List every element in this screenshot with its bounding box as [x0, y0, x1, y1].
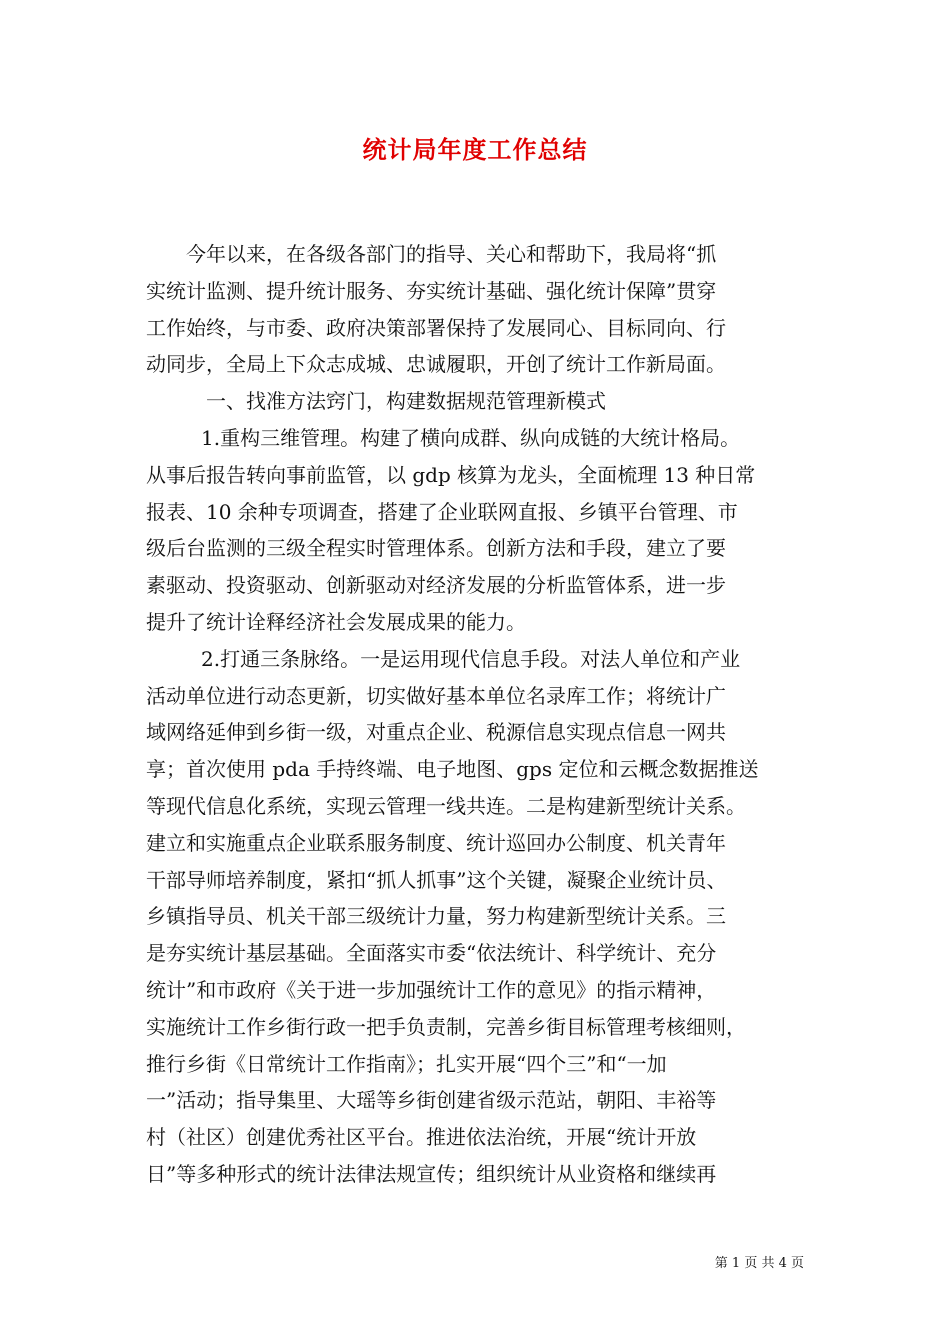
body-line: 活动单位进行动态更新，切实做好基本单位名录库工作；将统计广 [146, 683, 726, 708]
body-line: 建立和实施重点企业联系服务制度、统计巡回办公制度、机关青年 [146, 830, 726, 855]
body-line: 今年以来，在各级各部门的指导、关心和帮助下，我局将“抓 [186, 242, 717, 266]
body-line: 一”活动；指导集里、大瑶等乡街创建省级示范站，朝阳、丰裕等 [146, 1088, 717, 1113]
body-line: 一、找准方法窍门，构建数据规范管理新模式 [206, 389, 606, 414]
body-line: 级后台监测的三级全程实时管理体系。创新方法和手段，建立了要 [146, 536, 726, 561]
body-line: 推行乡街《日常统计工作指南》；扎实开展“四个三”和“一加 [146, 1051, 667, 1076]
body-line: 域网络延伸到乡街一级，对重点企业、税源信息实现点信息一网共 [146, 720, 726, 745]
body-line: 素驱动、投资驱动、创新驱动对经济发展的分析监管体系，进一步 [146, 573, 726, 598]
body-line: 等现代信息化系统，实现云管理一线共连。二是构建新型统计关系。 [146, 793, 746, 818]
body-line: 日”等多种形式的统计法律法规宣传；组织统计从业资格和继续再 [146, 1161, 717, 1186]
page-number: 第 1 页 共 4 页 [714, 1256, 804, 1271]
body-line: 提升了统计诠释经济社会发展成果的能力。 [146, 609, 526, 634]
body-line: 享；首次使用 pda 手持终端、电子地图、gps 定位和云概念数据推送 [146, 757, 759, 782]
body-line: 动同步，全局上下众志成城、忠诚履职，开创了统计工作新局面。 [146, 352, 726, 377]
body-line: 统计”和市政府《关于进一步加强统计工作的意见》的指示精神， [146, 977, 717, 1002]
body-line: 乡镇指导员、机关干部三级统计力量，努力构建新型统计关系。三 [146, 904, 726, 929]
body-line: 工作始终，与市委、政府决策部署保持了发展同心、目标同向、行 [146, 315, 726, 340]
body-line: 2.打通三条脉络。一是运用现代信息手段。对法人单位和产业 [201, 646, 741, 671]
body-line: 1.重构三维管理。构建了横向成群、纵向成链的大统计格局。 [201, 425, 741, 450]
body-line: 干部导师培养制度，紧扣“抓人抓事”这个关键，凝聚企业统计员、 [146, 867, 727, 892]
body-line: 实施统计工作乡街行政一把手负责制，完善乡街目标管理考核细则， [146, 1014, 746, 1039]
body-line: 从事后报告转向事前监管，以 gdp 核算为龙头，全面梳理 13 种日常 [146, 462, 756, 487]
document-body [146, 236, 814, 1193]
body-line: 报表、10 余种专项调查，搭建了企业联网直报、乡镇平台管理、市 [146, 499, 738, 524]
body-line: 村（社区）创建优秀社区平台。推进依法治统，开展“统计开放 [146, 1125, 697, 1150]
document-title: 统计局年度工作总结 [362, 135, 588, 164]
body-line: 是夯实统计基层基础。全面落实市委“依法统计、科学统计、充分 [146, 941, 717, 966]
body-line: 实统计监测、提升统计服务、夯实统计基础、强化统计保障”贯穿 [146, 278, 717, 303]
